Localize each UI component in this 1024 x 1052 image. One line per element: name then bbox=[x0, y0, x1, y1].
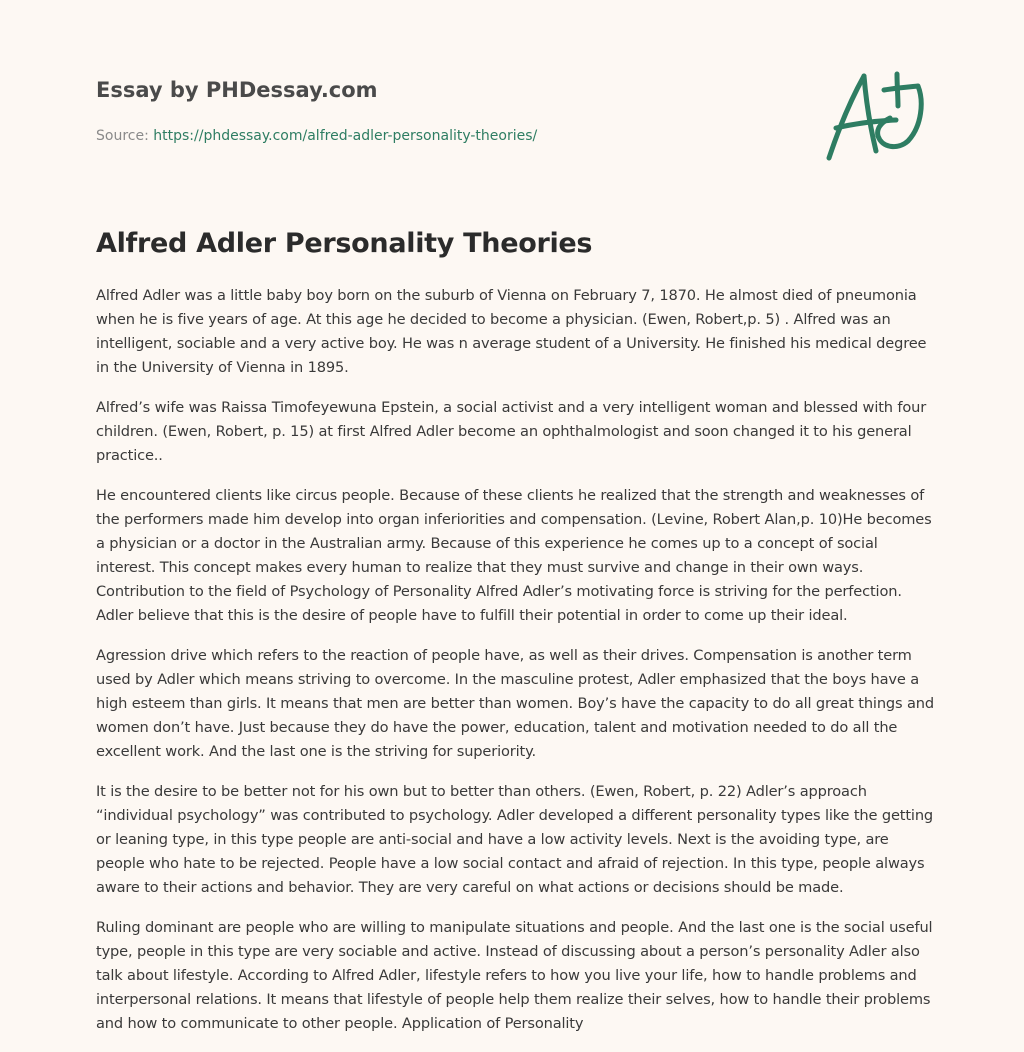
paragraph: Ruling dominant are people who are willing to manipulate situations and people. And the last one is the social useful type, people in this type are very sociable and active. Instead of discussing about a person’s personality Adler also talk about lifestyle. According to Alfred Adler, lifestyle refers to how you live your life, how to handle problems and interpersonal relations. It means that lifestyle of people help them realize their selves, how to handle their problems and how to communicate to other people. Application of Personality bbox=[96, 919, 933, 1032]
paragraph: Agression drive which refers to the reaction of people have, as well as their drives. Compensation is another term used by Adler which means striving to overcome. In the masculine protest, Adler emphasized that the boys have a high esteem than girls. It means that men are better than women. Boy’s have the capacity to do all great things and women don’t have. Just because they do have the power, education, talent and motivation needed to do all the excellent work. And the last one is the striving for superiority. bbox=[96, 647, 934, 760]
paragraph: He encountered clients like circus people. Because of these clients he realized that the strength and weaknesses of the performers made him develop into organ inferiorities and compensation. (Levine, Robert Alan,p. 10)He becomes a physician or a doctor in the Australian army. Because of this experience he comes up to a concept of social interest. This concept makes every human to realize that they must survive and change in their own ways. Contribution to the field of Psychology of Personality Alfred Adler’s motivating force is striving for the perfection. Adler believe that this is the desire of people have to fulfill their potential in order to come up their ideal. bbox=[96, 487, 932, 624]
paragraph: Alfred’s wife was Raissa Timofeyewuna Epstein, a social activist and a very intelligent woman and blessed with four children. (Ewen, Robert, p. 15) at first Alfred Adler become an ophthalmologist and soon changed it to his general practice.. bbox=[96, 399, 927, 464]
paragraph: It is the desire to be better not for his own but to better than others. (Ewen, Robert, p. 22) Adler’s approach “individual psychology” was contributed to psychology. Adler developed a different personality types like the getting or leaning type, in this type people are anti-social and have a low activity levels. Next is the avoiding type, are people who hate to be rejected. People have a low social contact and afraid of rejection. In this type, people always aware to their actions and behavior. They are very careful on what actions or decisions should be made. bbox=[96, 783, 934, 896]
page-header bbox=[96, 72, 796, 148]
essay-body bbox=[96, 284, 936, 1052]
a-plus-logo-icon bbox=[818, 66, 930, 166]
source-line bbox=[96, 124, 796, 148]
source-label: Source: bbox=[96, 128, 149, 144]
paragraph: Alfred Adler was a little baby boy born on the suburb of Vienna on February 7, 1870. He almost died of pneumonia when he is five years of age. At this age he decided to become a physician. (Ewen, Robert,p. 5) . Alfred was an intelligent, sociable and a very active boy. He was n average student of a University. He finished his medical degree in the University of Vienna in 1895. bbox=[96, 287, 927, 376]
source-link[interactable]: https://phdessay.com/alfred-adler-personality-theories/ bbox=[153, 128, 538, 144]
essay-title: Alfred Adler Personality Theories bbox=[96, 228, 593, 259]
site-brand: Essay by PHDessay.com bbox=[96, 78, 378, 102]
